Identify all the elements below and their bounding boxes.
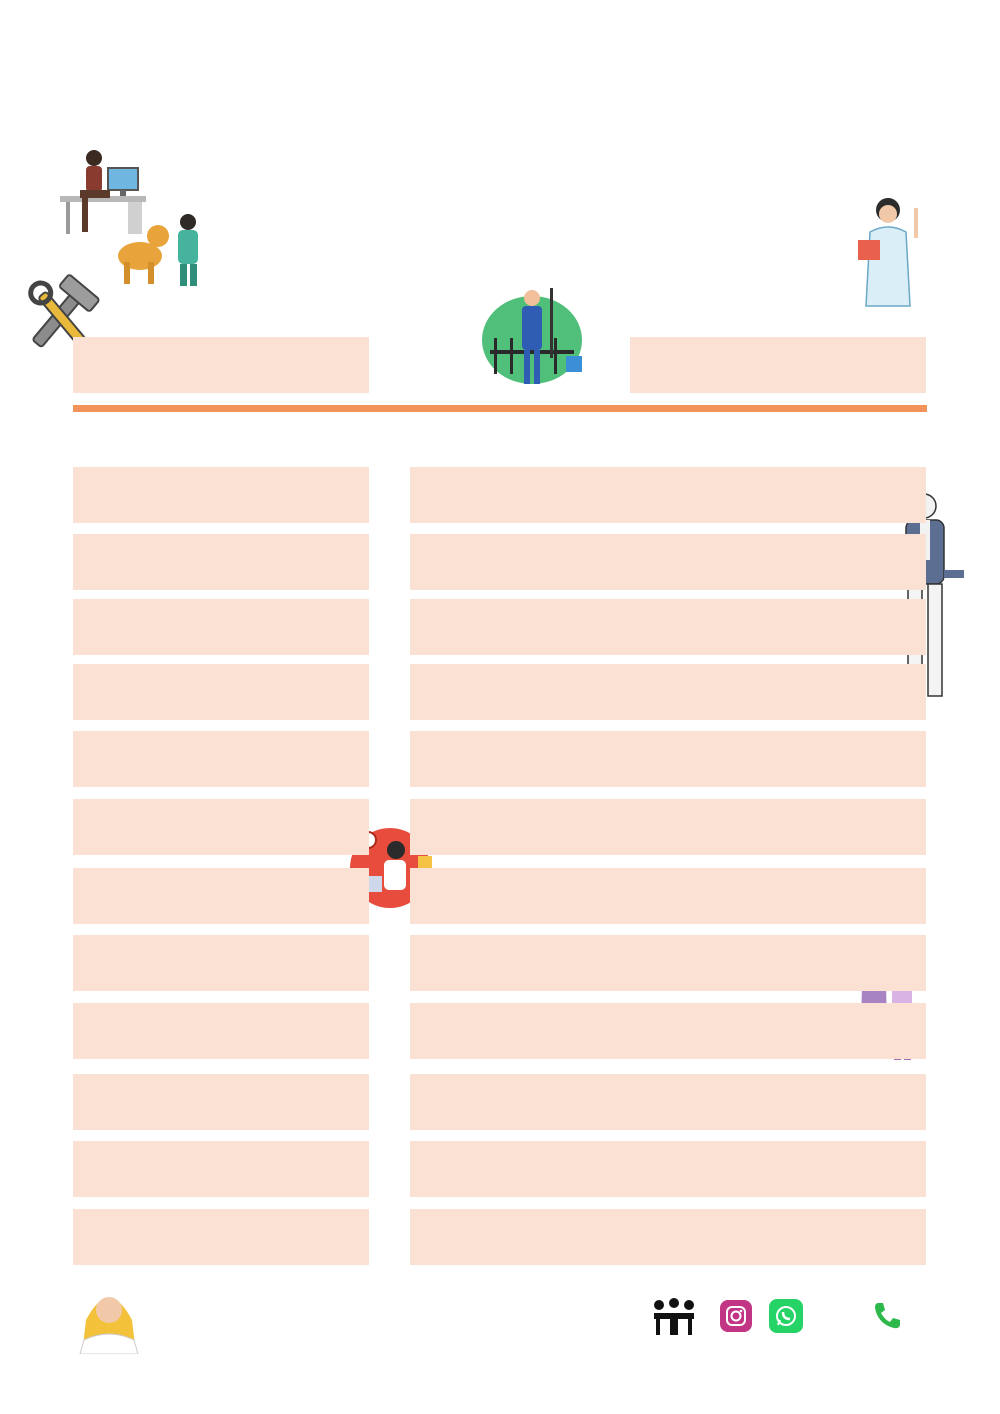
instagram-icon[interactable] [720,1300,752,1332]
bidang-item[interactable] [73,1141,369,1197]
jenis-item[interactable] [410,868,926,924]
jenis-item[interactable] [410,664,926,720]
class-field[interactable] [630,337,926,393]
bidang-item[interactable] [73,868,369,924]
bidang-item[interactable] [73,664,369,720]
jenis-item[interactable] [410,1141,926,1197]
avatar [76,1280,142,1354]
teacher-illustration [852,194,936,312]
jenis-item[interactable] [410,599,926,655]
group-meeting-icon[interactable] [650,1297,698,1337]
name-field[interactable] [73,337,369,393]
whatsapp-glyph-icon [774,1304,798,1328]
jenis-item[interactable] [410,731,926,787]
jenis-item[interactable] [410,1209,926,1265]
bidang-item[interactable] [73,799,369,855]
brand-logo-badge [697,1380,721,1406]
top-scallop-border [0,0,1000,56]
jenis-item[interactable] [410,1074,926,1130]
bidang-item[interactable] [73,731,369,787]
bidang-item[interactable] [73,1074,369,1130]
bidang-item[interactable] [73,1209,369,1265]
jenis-item[interactable] [410,467,926,523]
bidang-item[interactable] [73,467,369,523]
bidang-item[interactable] [73,534,369,590]
whatsapp-icon[interactable] [769,1299,803,1333]
jenis-item[interactable] [410,1003,926,1059]
bidang-item[interactable] [73,599,369,655]
farmer-illustration [480,284,590,390]
jenis-item[interactable] [410,799,926,855]
bidang-item[interactable] [73,1003,369,1059]
bidang-item[interactable] [73,935,369,991]
bottom-scallop-border [0,1356,1000,1414]
jenis-item[interactable] [410,534,926,590]
phone-icon[interactable] [872,1300,902,1330]
jenis-item[interactable] [410,935,926,991]
vet-with-dog-illustration [110,212,206,288]
instagram-glyph-icon [725,1305,747,1327]
section-divider [73,405,927,412]
